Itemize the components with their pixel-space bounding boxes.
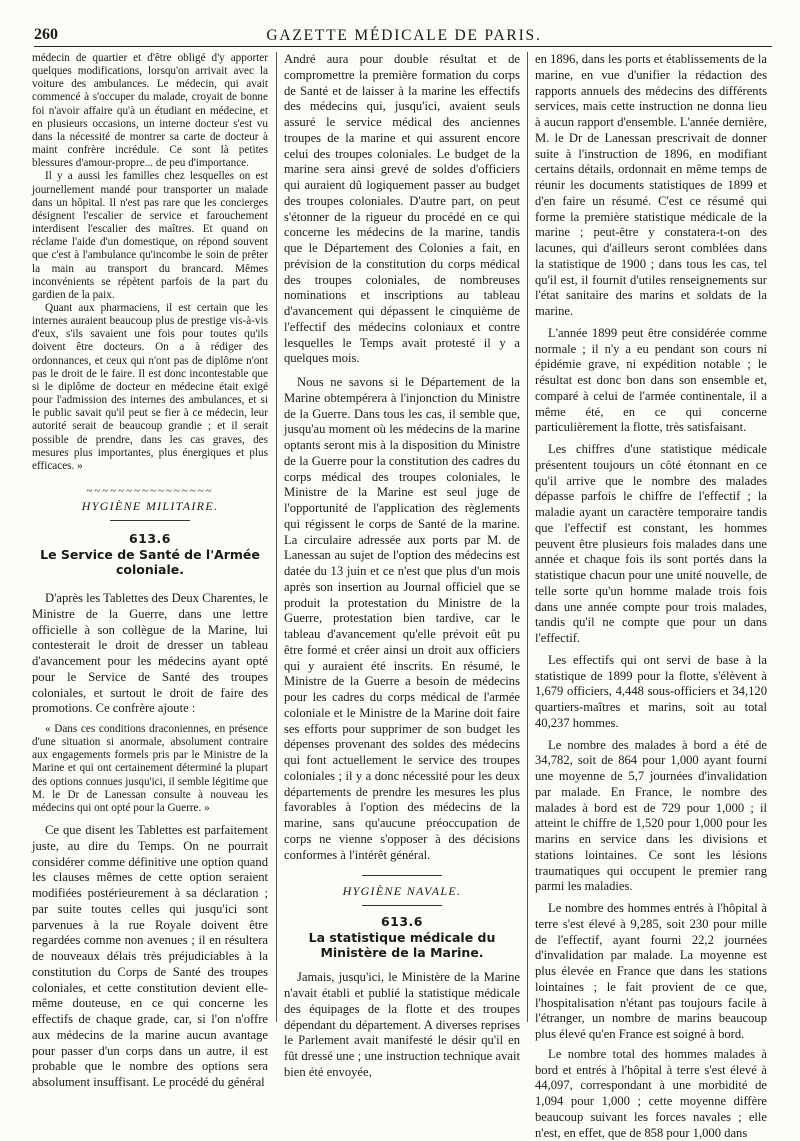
short-rule xyxy=(110,520,190,521)
paragraph: Les effectifs qui ont servi de base à la statistique de 1899 pour la flotte, s'élèvent à 1,679 officiers, 4,448 sous-officiers et 34,120 quartiers-maîtres et marins, soit au total 40,237 hommes. xyxy=(535,652,767,730)
paragraph: D'après les Tablettes des Deux Charentes, le Ministre de la Guerre, dans une lettre officielle à son collègue de la Marine, lui contesterait le droit de dresser un tableau d'avancement pour les médecins ayant opté pour le Service de Santé des troupes coloniales, et surtout le droit de faire des promotions. Ce confrère ajoute : xyxy=(32,591,268,716)
paragraph: Le nombre des malades à bord a été de 34,782, soit de 864 pour 1,000 ayant fourni une moyenne de 5,7 journées d'invalidation par malade. En France, le nombre des malades à bord est de 729 pour 1,000 ; il atteint le chiffre de 1,520 pour 1,000 pour les marins en service dans les divisions et stations lointaines. Ce sont les lésions traumatiques qui occupent le premier rang parmi les maladies. xyxy=(535,737,767,894)
section-number: 613.6 xyxy=(380,914,424,930)
paragraph: Nous ne savons si le Département de la Marine obtempérera à l'injonction du Ministre de la Guerre. Dans tous les cas, il semble que, jusqu'au moment où les médecins de la marine optants seront mis à la disposition du Ministre de la Guerre pour la constitution des cadres du corps médical des troupes coloniales, le Ministre de la Marine est seul juge de l'opportunité de l'application des règlements qui régissent le corps de Santé de la marine. La circulaire adressée aux ports par M. de Lanessan au sujet de l'option des médecins est datée du 13 juin et ce n'est que plus d'un mois après son insertion au Journal officiel que se produit la protestation du Ministre de la Guerre, protestation bien tardive, car le tableau d'avancement qu'elle prévoit eût pu être formé et créer ainsi un droit aux officiers qui y auraient été inscrits. En résumé, le Ministre de la Guerre a besoin de médecins pour les cadres du corps médical de l'armée coloniale et le Ministre de la Marine doit faire ses efforts pour supprimer de son budget les dépenses provenant des soldes des médecins qui font actuellement le service des troupes coloniales ; il y a donc nécessité pour les deux départements de prendre les mesures les plus favorables à l'option des médecins de la marine, sans qu'aucune préoccupation de corps ne vienne s'opposer à des décisions conformes à l'intérêt général. xyxy=(284,375,520,862)
page-header xyxy=(28,26,780,46)
section-number: 613.6 xyxy=(128,531,172,546)
paragraph: Jamais, jusqu'ici, le Ministère de la Marine n'avait établi et publié la statistique médicale des équipages de la flotte et des troupes dépendant du département. A diverses reprises le Parlement avait manifesté le désir qu'il en fût dressé une ; une instruction technique avait bien été envoyée, xyxy=(284,970,520,1079)
paragraph: en 1896, dans les ports et établissements de la marine, en vue d'unifier la rédaction des rapports annuels des médecins des différents services, mais cette instruction ne donna lieu à aucun rapport d'ensemble. L'année dernière, M. le Dr de Lanessan prescrivait de donner suite à l'instruction de 1896, en modifiant certains détails, ordonnait en même temps de réunir les documents statistiques de 1899 et d'en faire un résumé. C'est ce résumé qui forme la première statistique médicale de la marine ; peut-être y constatera-t-on des lacunes, qui d'ailleurs seront comblées dans la statistique de 1900 ; dans tous les cas, tel qu'il est, il fournit d'utiles renseignements sur l'état sanitaire des marins et soldats de la marine. xyxy=(535,52,767,318)
ornament-divider: ~~~~~~~~~~~~~~~~ xyxy=(86,485,214,497)
publication-title: GAZETTE MÉDICALE DE PARIS. xyxy=(266,27,542,44)
column-left xyxy=(32,52,268,1090)
article-title: La statistique médicale du Ministère de la Marine. xyxy=(308,930,496,961)
column-middle xyxy=(284,52,520,1079)
page-number: 260 xyxy=(34,26,58,43)
quoted-paragraph: Quant aux pharmaciens, il est certain que les internes auraient beaucoup plus de prestige vis-à-vis d'eux, s'ils savaient une fois pour toutes qu'ils doivent être docteurs. On a à rédiger des ordonnances, et ceux qui n'ont pas de diplôme n'ont pas le droit de le faire. Il est donc incontestable que si le diplôme de docteur en médecine était exigé pour l'admission des internes des ambulances, et si le public savait qu'il peut se fier à ce médecin, leur autorité serait de beaucoup grandie ; et il serait possible de prendre, dans les cas graves, des mesures plus importantes, plus énergiques et plus efficaces. » xyxy=(32,301,268,472)
quoted-paragraph: « Dans ces conditions draconiennes, en présence d'une situation si anormale, absolument contraire aux engagements formels pris par le Ministre de la Marine et qui ont certainement déterminé la plupart des options connues jusqu'ici, il semble légitime que M. le Dr de Lanessan consulte à nouveau les médecins qui ont opté pour la Guerre. » xyxy=(32,723,268,814)
paragraph: Ce que disent les Tablettes est parfaitement juste, au dire du Temps. On ne pourrait considérer comme définitive une option quand les clauses mêmes de cette option seraient modifiées postérieurement à sa déclaration ; par suite toutes celles qui jusqu'ici sont parvenues à la rue Royale doivent être regardées comme non avenues ; il en résultera de nouveaux délais très préjudiciables à la constitution du Corps de Santé des troupes coloniales, et cette constitution devient elle-même douteuse, en ce qui concerne les effectifs de chaque grade, car, si l'on n'offre aux médecins de la marine aucun avantage pour passer d'un corps dans un autre, il est probable que le nombre des options sera absolument insuffisant. Le procédé du général xyxy=(32,823,268,1090)
section-heading: HYGIÈNE NAVALE. xyxy=(342,884,462,899)
short-rule xyxy=(362,905,442,906)
paragraph: L'année 1899 peut être considérée comme normale ; il n'y a eu pendant son cours ni épidémie grave, ni expédition notable ; le résultat est donc bon dans son ensemble et, comparé à celui de l'armée continentale, il a même été, en ce qui concerne particulièrement la flotte, très satisfaisant. xyxy=(535,325,767,435)
paragraph: André aura pour double résultat et de compromettre la première formation du corps de Santé et de laisser à la marine les effectifs des médecins qui, jusqu'ici, avaient seuls assuré le service médical des anciennes troupes de la marine et qui assurent encore celui des troupes coloniales. Le budget de la marine sera ainsi grevé de soldes d'officiers qui auraient dû logiquement passer au budget des troupes coloniales. D'autre part, on peut s'étonner de la rigueur du procédé en ce qui concerne les médecins de la marine, tandis que le Département des Colonies a fait, en prévision de la constitution du corps médical des troupes coloniales, de nombreuses nominations et inscriptions au tableau d'avancement qui dépassent le cinquième de l'effectif des médecins coloniaux et contre lesquelles le Temps avait protesté il y a quelques mois. xyxy=(284,52,520,366)
short-rule xyxy=(362,875,442,876)
quoted-paragraph: médecin de quartier et d'être obligé d'y apporter quelques modifications, lorsqu'on arrivait avec la voiture des ambulances. Le médecin, qui avait commencé à s'occuper du malade, croyait de bonne foi n'avoir affaire qu'à un étudiant en médecine, et en plusieurs occasions, un interne docteur s'est vu dans la nécessité de montrer sa carte de docteur à maint confrère incrédule. Ce sont là petites blessures d'amour-propre... de peu d'importance. xyxy=(32,52,268,170)
column-right xyxy=(535,52,767,1140)
article-title: Le Service de Santé de l'Armée coloniale. xyxy=(40,547,260,577)
column-divider xyxy=(276,52,277,1022)
paragraph: Les chiffres d'une statistique médicale présentent toujours un côté étonnant en ce qu'il arrive que le nombre des malades dépasse parfois le chiffre de l'effectif ; la maladie ayant un caractère temporaire tandis que l'effectif est constant, les hommes peuvent être plusieurs fois malades dans une année et chaque fois ils sont portés dans la statistique chacun pour une unité nouvelle, de telle sorte qu'un homme malade trois fois dans une année compte pour trois malades, tandis qu'il ne compte que pour un dans l'effectif. xyxy=(535,442,767,645)
paragraph: Le nombre des hommes entrés à l'hôpital à terre s'est élevé à 9,285, soit 230 pour mille de l'effectif, ayant fourni 22,2 journées d'invalidation par malade. La moyenne est plus élevée en France que dans les stations lointaines ; le fait provient de ce que, l'hospitalisation n'étant pas toujours facile à l'étranger, un nombre de marins beaucoup plus élevé qu'en France est soigné à bord. xyxy=(535,901,767,1041)
quoted-paragraph: Il y a aussi les familles chez lesquelles on est journellement mandé pour transporter un malade dans un hôpital. Il n'est pas rare que les concierges désignent l'escalier de service et farouchement interdisent l'escalier des maîtres. Et quand on réclame l'aide d'un domestique, on répond souvent que c'est à l'ambulance qu'incombe le soin de prêter la main au transport du brancard. Mêmes inconvénients se répètent parfois de la part du gardien de la paix. xyxy=(32,170,268,301)
section-heading: HYGIÈNE MILITAIRE. xyxy=(81,499,219,513)
header-rule xyxy=(34,46,772,47)
column-divider xyxy=(527,52,528,1022)
paragraph: Le nombre total des hommes malades à bord et entrés à l'hôpital à terre s'est élevé à 44,097, correspondant à une morbidité de 1,094 pour 1,000 ; cette moyenne diffère beaucoup suivant les forces navales ; elle n'est, en effet, que de 858 pour 1,000 dans xyxy=(535,1046,767,1140)
